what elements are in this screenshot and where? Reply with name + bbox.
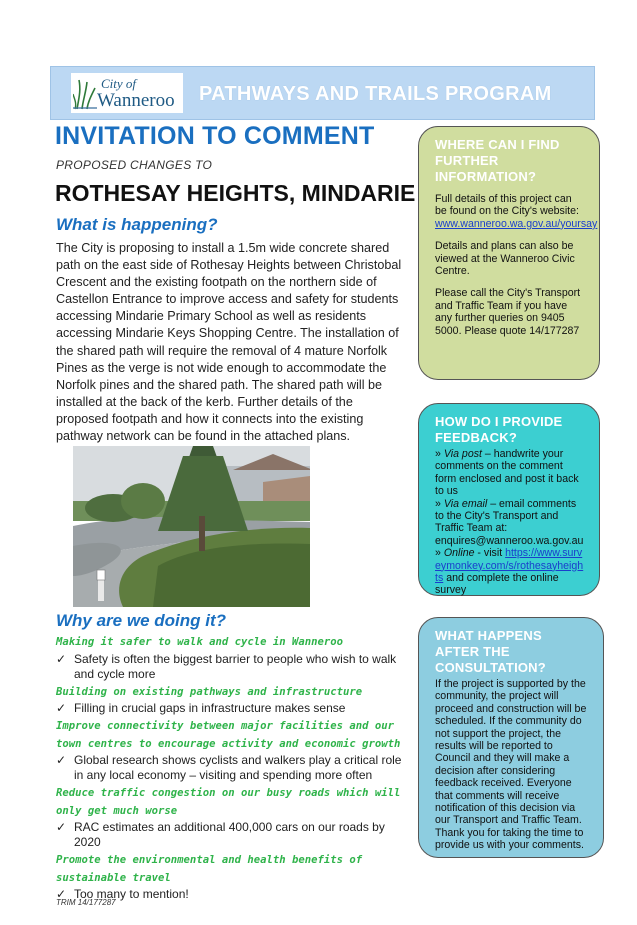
city-logo bbox=[71, 73, 183, 113]
info-heading: WHERE CAN I FIND FURTHER INFORMATION? bbox=[435, 137, 560, 184]
survey-link[interactable]: https://www.surveymonkey.com/s/rothesayheights bbox=[435, 547, 584, 585]
kicker-text: PROPOSED CHANGES TO bbox=[56, 158, 213, 172]
info-website-text: Full details of this project can be found on the City's website: bbox=[435, 193, 579, 218]
marker-icon: » bbox=[435, 448, 441, 460]
reason-point bbox=[56, 652, 412, 682]
what-body: The City is proposing to install a 1.5m wide concrete shared path on the east side of Rothesay Heights between Christobal Crescent and the existing footpath on the northern side of Castellon Entrance to improve access and safety for students accessing Mindarie Primary School as well as residents accessing Mindarie Keys Shopping Centre. The installation of the shared path will require the removal of 4 mature Norfolk Pines as the verge is not wide enough to accommodate the Norfolk pines and the shared path. The shared path will be installed at the back of the kerb. Further details of the proposed footpath and how it connects into the existing pathway network can be found in the attached plans. bbox=[56, 241, 402, 444]
check-icon: ✓ bbox=[56, 820, 67, 834]
reason-point-text: Global research shows cyclists and walkers play a critical role in any local economy – visiting and spending more often bbox=[74, 753, 402, 782]
reason-point bbox=[56, 820, 412, 850]
info-phone: Please call the City's Transport and Traffic Team if you have any further queries on 9405 5000. Please quote 14/177287 bbox=[435, 287, 581, 337]
info-website bbox=[435, 193, 598, 230]
reason-point-text: RAC estimates an additional 400,000 cars on our roads by 2020 bbox=[74, 820, 385, 849]
reason-point bbox=[56, 753, 412, 783]
check-icon: ✓ bbox=[56, 887, 67, 901]
reason-point-text: Too many to mention! bbox=[74, 887, 189, 901]
reason-goal: Promote the environmental and health benefits of sustainable travel bbox=[56, 854, 363, 884]
program-title: PATHWAYS AND TRAILS PROGRAM bbox=[199, 83, 552, 105]
marker-icon: » bbox=[435, 547, 441, 560]
after-heading: WHAT HAPPENS AFTER THE CONSULTATION? bbox=[435, 628, 546, 675]
feedback-post bbox=[435, 448, 585, 498]
post-label: Via post bbox=[443, 448, 482, 460]
reason-goal: Making it safer to walk and cycle in Wanneroo bbox=[56, 636, 344, 648]
reason-goal: Reduce traffic congestion on our busy roads which will only get much worse bbox=[56, 787, 401, 817]
reason-goal: Building on existing pathways and infrastructure bbox=[56, 685, 363, 698]
website-link[interactable]: www.wanneroo.wa.gov.au/yoursay bbox=[435, 217, 598, 230]
after-body: If the project is supported by the community, the project will proceed and construction will be scheduled. If the community do not support the project, the results will be reported to Council and they will make a decision after considering feedback received. Everyone that comments will receive notification of this decision via our Transport and Traffic Team. Thank you for taking the time to provide us with your comments. bbox=[435, 678, 587, 852]
online-label: Online bbox=[443, 547, 475, 560]
reason-point bbox=[56, 701, 412, 716]
online-after: and complete the online survey bbox=[435, 572, 559, 597]
street-photo bbox=[73, 446, 310, 607]
what-heading: What is happening? bbox=[56, 215, 218, 234]
reasons-list bbox=[56, 634, 412, 904]
reeds-icon bbox=[73, 76, 99, 110]
trim-reference: TRIM 14/177287 bbox=[56, 898, 116, 907]
logo-name-text: Wanneroo bbox=[97, 90, 175, 111]
email-text: – email comments to the City's Transport and Traffic Team at: enquires@wanneroo.wa.gov.au bbox=[435, 497, 584, 547]
marker-icon: » bbox=[435, 497, 441, 510]
invitation-title: INVITATION TO COMMENT bbox=[55, 122, 375, 150]
feedback-online bbox=[435, 547, 585, 597]
email-label: Via email bbox=[443, 497, 488, 510]
place-title: ROTHESAY HEIGHTS, MINDARIE bbox=[55, 180, 416, 206]
after-box bbox=[418, 617, 604, 858]
feedback-email bbox=[435, 498, 585, 548]
logo-city-text: City of bbox=[101, 76, 137, 91]
check-icon: ✓ bbox=[56, 701, 67, 715]
reason-point-text: Safety is often the biggest barrier to people who wish to walk and cycle more bbox=[74, 651, 397, 681]
reason-goal: Improve connectivity between major facilities and our town centres to encourage activity and economic growth bbox=[56, 720, 401, 750]
post-text: – handwrite your comments on the comment form enclosed and post it back to us bbox=[435, 448, 579, 498]
check-icon: ✓ bbox=[56, 651, 67, 666]
check-icon: ✓ bbox=[56, 753, 67, 767]
info-box bbox=[418, 126, 600, 380]
info-civic-centre: Details and plans can also be viewed at the Wanneroo Civic Centre. bbox=[435, 240, 575, 278]
reason-point-text: Filling in crucial gaps in infrastructure makes sense bbox=[74, 701, 346, 715]
online-text: - visit bbox=[474, 547, 506, 560]
feedback-heading: HOW DO I PROVIDE FEEDBACK? bbox=[435, 414, 563, 445]
why-heading: Why are we doing it? bbox=[56, 611, 227, 630]
feedback-box bbox=[418, 403, 600, 596]
program-banner bbox=[50, 66, 595, 120]
